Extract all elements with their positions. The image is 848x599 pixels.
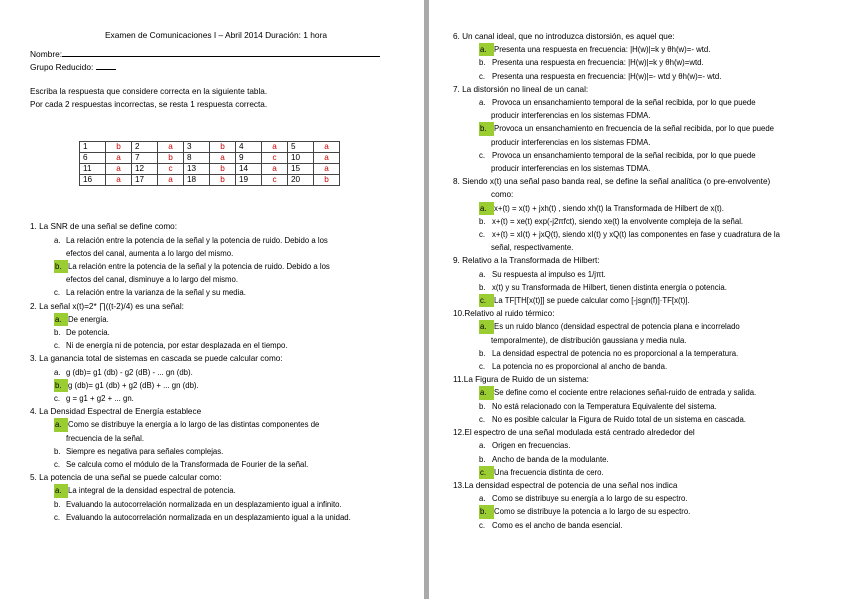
- option-text-cont: producir interferencias en los sistemas FDMA.: [491, 137, 651, 147]
- option-text-cont: producir interferencias en los sistemas TDMA.: [491, 164, 651, 174]
- option-line: [451, 492, 828, 505]
- option-letter: c.: [54, 394, 61, 404]
- option-letter: b.: [479, 348, 486, 358]
- question-number-cell: 18: [184, 175, 210, 186]
- option-text: Como se distribuye su energía a lo largo de su espectro.: [492, 494, 688, 504]
- option-line: [451, 70, 828, 83]
- instruction-1: Escriba la respuesta que considere correcta en la siguiente tabla.: [30, 87, 268, 96]
- option-line: [451, 439, 828, 452]
- option-line: [451, 43, 828, 56]
- question-text: 10.Relativo al ruido térmico:: [453, 309, 555, 319]
- option-text: Provoca un ensanchamiento temporal de la señal recibida, por lo que puede: [492, 150, 756, 160]
- answer-row: [80, 142, 340, 153]
- option-line: [30, 286, 402, 299]
- option-text: g (db)= g1 (db) + g2 (dB) + ... gn (db).: [68, 380, 199, 390]
- answer-cell: b: [158, 153, 184, 164]
- option-line: [451, 228, 828, 241]
- option-letter-highlighted: b.: [479, 122, 494, 135]
- option-letter: c.: [479, 520, 486, 530]
- question-number-cell: 9: [236, 153, 262, 164]
- option-line: [30, 234, 402, 247]
- question-text: 8. Siendo x(t) una señal paso banda real, se define la señal analítica (o pre-envolvente): [453, 177, 771, 187]
- option-text-cont: efectos del canal, aumenta a lo largo del mismo.: [66, 248, 234, 258]
- option-line: [30, 418, 402, 431]
- option-text: La relación entre la potencia de la señal y la potencia de ruido. Debido a los: [68, 262, 330, 272]
- answer-cell: c: [262, 153, 288, 164]
- question-number-cell: 7: [132, 153, 158, 164]
- question-number-cell: 1: [80, 142, 106, 153]
- option-text: Como se distribuye la potencia a lo largo de su espectro.: [494, 507, 691, 517]
- group-label: Grupo Reducido:: [30, 62, 94, 72]
- question-block: [451, 83, 828, 175]
- option-letter: a.: [54, 235, 61, 245]
- option-letter: a.: [479, 269, 486, 279]
- question-block: [451, 254, 828, 307]
- question-text: 11.La Figura de Ruido de un sistema:: [453, 375, 589, 385]
- option-text: Como se distribuye la energía a lo largo de las distintas componentes de: [68, 420, 320, 430]
- option-text: Origen en frecuencias.: [492, 441, 571, 451]
- option-line: [451, 215, 828, 228]
- option-letter: a.: [479, 441, 486, 451]
- option-letter: b.: [479, 454, 486, 464]
- option-text-cont: señal, respectivamente.: [491, 243, 574, 253]
- option-line: [30, 498, 402, 511]
- option-letter: b.: [54, 328, 61, 338]
- option-text: Ni de energía ni de potencia, por estar desplazada en el tiempo.: [66, 341, 288, 351]
- question-number-cell: 13: [184, 164, 210, 175]
- answer-cell: a: [314, 153, 340, 164]
- option-letter: c.: [479, 362, 486, 372]
- question-text: 7. La distorsión no lineal de un canal:: [453, 84, 589, 94]
- option-text: Es un ruido blanco (densidad espectral de potencia plana e incorrelado: [494, 322, 740, 332]
- answer-cell: a: [158, 142, 184, 153]
- answer-cell: a: [314, 164, 340, 175]
- option-letter: c.: [54, 288, 61, 298]
- option-line: [451, 466, 828, 479]
- option-letter-highlighted: a.: [479, 202, 494, 215]
- option-letter: c.: [479, 230, 486, 240]
- question-text: 6. Un canal ideal, que no introduzca distorsión, es aquel que:: [453, 32, 675, 41]
- option-line: [451, 505, 828, 518]
- option-line: [30, 313, 402, 326]
- option-letter: c.: [479, 71, 486, 81]
- option-line: [451, 149, 828, 162]
- option-text: Presenta una respuesta en frecuencia: |H(w)|=k y θh(w)=wtd.: [492, 58, 704, 68]
- question-text: 5. La potencia de una señal se puede calcular como:: [30, 473, 222, 483]
- option-text: De potencia.: [66, 328, 110, 338]
- option-text: Evaluando la autocorrelación normalizada en un desplazamiento igual a la unidad.: [66, 512, 351, 522]
- option-letter: b.: [54, 446, 61, 456]
- option-text: x+(t) = x(t) + jxh(t) , siendo xh(t) la Transformada de Hilbert de x(t).: [494, 203, 724, 213]
- question-number-cell: 15: [288, 164, 314, 175]
- option-letter-highlighted: a.: [479, 386, 494, 399]
- question-number-cell: 16: [80, 175, 106, 186]
- name-blank: [62, 47, 380, 57]
- question-text: 2. La señal x(t)=2* ∏((t-2)/4) es una señal:: [30, 301, 184, 311]
- option-line: [451, 56, 828, 69]
- option-text: La potencia no es proporcional al ancho de banda.: [492, 362, 668, 372]
- option-letter: c.: [54, 512, 61, 522]
- option-text: Como es el ancho de banda esencial.: [492, 520, 623, 530]
- option-text: Provoca un ensanchamiento en frecuencia de la señal recibida, por lo que puede: [494, 124, 775, 134]
- option-text: La relación entre la varianza de la señal y su media.: [66, 288, 246, 298]
- answer-cell: b: [210, 164, 236, 175]
- option-line: [30, 366, 402, 379]
- answer-cell: b: [210, 175, 236, 186]
- question-number-cell: 20: [288, 175, 314, 186]
- option-line: [30, 392, 402, 405]
- option-text: La integral de la densidad espectral de potencia.: [68, 486, 236, 496]
- option-text-cont: producir interferencias en los sistemas FDMA.: [491, 111, 651, 121]
- option-line: [451, 320, 828, 333]
- option-line: [451, 202, 828, 215]
- option-letter: b.: [54, 499, 61, 509]
- answer-table: [79, 141, 340, 186]
- answer-cell: b: [106, 142, 132, 153]
- option-line: [30, 326, 402, 339]
- option-text: Se define como el cociente entre relaciones señal-ruido de entrada y salida.: [494, 388, 757, 398]
- option-line: [451, 400, 828, 413]
- option-text: Su respuesta al impulso es 1/jπt.: [492, 269, 606, 279]
- option-line: [30, 445, 402, 458]
- option-line: [451, 360, 828, 373]
- option-letter: c.: [54, 460, 61, 470]
- option-letter-highlighted: a.: [54, 418, 68, 431]
- option-letter: c.: [479, 414, 486, 424]
- option-letter-highlighted: b.: [479, 505, 494, 518]
- answer-cell: a: [106, 164, 132, 175]
- option-line: [451, 453, 828, 466]
- option-text: La densidad espectral de potencia no es proporcional a la temperatura.: [492, 348, 739, 358]
- question-number-cell: 5: [288, 142, 314, 153]
- option-text: La TF[TH[x(t)]] se puede calcular como [-jsgn(f)]·TF[x(t)].: [494, 296, 690, 306]
- option-text: Ancho de banda de la modulante.: [492, 454, 609, 464]
- option-line: [30, 339, 402, 352]
- option-text: g = g1 + g2 + ... gn.: [66, 394, 134, 404]
- option-letter-highlighted: c.: [479, 294, 494, 307]
- question-number-cell: 2: [132, 142, 158, 153]
- answer-cell: c: [262, 175, 288, 186]
- option-text: De energía.: [68, 314, 109, 324]
- left-questions: [30, 220, 402, 524]
- option-line: [451, 281, 828, 294]
- option-text: La relación entre la potencia de la señal y la potencia de ruido. Debido a los: [66, 235, 328, 245]
- question-text: 9. Relativo a la Transformada de Hilbert:: [453, 256, 600, 266]
- question-block: [30, 471, 402, 524]
- option-text-cont: frecuencia de la señal.: [66, 433, 145, 443]
- option-line: [451, 268, 828, 281]
- exam-title: Examen de Comunicaciones I – Abril 2014 Duración: 1 hora: [104, 30, 328, 40]
- option-letter: c.: [479, 150, 486, 160]
- option-letter-highlighted: a.: [54, 313, 68, 326]
- instruction-2: Por cada 2 respuestas incorrectas, se resta 1 respuesta correcta.: [30, 100, 268, 110]
- question-block: [30, 352, 402, 405]
- question-block: [451, 426, 828, 479]
- question-text: 4. La Densidad Espectral de Energía establece: [30, 407, 202, 417]
- option-line: [451, 294, 828, 307]
- answer-cell: a: [314, 142, 340, 153]
- question-text: 1. La SNR de una señal se define como:: [30, 222, 178, 232]
- answer-cell: a: [262, 164, 288, 175]
- option-text: Presenta una respuesta en frecuencia: |H(w)|=k y θh(w)=- wtd.: [494, 45, 711, 55]
- question-number-cell: 6: [80, 153, 106, 164]
- answer-cell: a: [210, 153, 236, 164]
- option-letter: a.: [479, 98, 486, 108]
- option-text: No está relacionado con la Temperatura Equivalente del sistema.: [492, 401, 717, 411]
- option-line: [30, 458, 402, 471]
- option-text: Provoca un ensanchamiento temporal de la señal recibida, por lo que puede: [492, 98, 756, 108]
- option-text: Una frecuencia distinta de cero.: [494, 467, 604, 477]
- question-block: [451, 307, 828, 373]
- question-number-cell: 17: [132, 175, 158, 186]
- option-letter-highlighted: c.: [479, 466, 494, 479]
- question-number-cell: 14: [236, 164, 262, 175]
- group-line: [30, 60, 402, 73]
- answer-cell: a: [158, 175, 184, 186]
- question-number-cell: 3: [184, 142, 210, 153]
- answer-cell: a: [106, 153, 132, 164]
- option-text: No es posible calcular la Figura de Ruido total de un sistema en cascada.: [492, 414, 746, 424]
- answer-cell: b: [314, 175, 340, 186]
- answer-row: [80, 164, 340, 175]
- question-number-cell: 19: [236, 175, 262, 186]
- answer-cell: a: [106, 175, 132, 186]
- question-number-cell: 12: [132, 164, 158, 175]
- name-line: [30, 47, 402, 60]
- option-text: Siempre es negativa para señales complejas.: [66, 446, 224, 456]
- option-letter-highlighted: a.: [479, 320, 494, 333]
- option-letter-highlighted: b.: [54, 379, 68, 392]
- option-line: [451, 347, 828, 360]
- option-line: [451, 519, 828, 532]
- option-line: [30, 511, 402, 524]
- question-block: [451, 30, 828, 83]
- option-letter: b.: [479, 401, 486, 411]
- answer-row: [80, 175, 340, 186]
- question-number-cell: 4: [236, 142, 262, 153]
- answer-cell: c: [158, 164, 184, 175]
- option-text: x+(t) = xe(t) exp(-j2πfct), siendo xe(t) la envolvente compleja de la señal.: [492, 216, 744, 226]
- option-text-cont: temporalmente), de distribución gaussiana y media nula.: [491, 335, 687, 345]
- right-questions: [451, 30, 828, 532]
- option-line: [30, 260, 402, 273]
- option-text: x(t) y su Transformada de Hilbert, tienen distinta energía o potencia.: [492, 282, 727, 292]
- option-line: [451, 386, 828, 399]
- option-text: x+(t) = xI(t) + jxQ(t), siendo xI(t) y xQ(t) las componentes en fase y cuadratura de la: [492, 230, 780, 240]
- question-block: [30, 405, 402, 471]
- answer-cell: b: [210, 142, 236, 153]
- question-number-cell: 10: [288, 153, 314, 164]
- option-line: [30, 484, 402, 497]
- question-block: [30, 300, 402, 353]
- option-text: Presenta una respuesta en frecuencia: |H(w)|=- wtd y θh(w)=- wtd.: [492, 71, 722, 81]
- question-block: [30, 220, 402, 299]
- answer-row: [80, 153, 340, 164]
- answer-cell: a: [262, 142, 288, 153]
- question-number-cell: 8: [184, 153, 210, 164]
- question-block: [451, 479, 828, 532]
- option-text: Se calcula como el módulo de la Transformada de Fourier de la señal.: [66, 460, 309, 470]
- group-blank: [96, 60, 116, 70]
- option-line: [451, 96, 828, 109]
- option-text-cont: efectos del canal, disminuye a lo largo del mismo.: [66, 275, 239, 285]
- question-text-cont: como:: [491, 190, 514, 200]
- name-label: Nombre:: [30, 49, 63, 59]
- option-letter: c.: [54, 341, 61, 351]
- option-text: Evaluando la autocorrelación normalizada en un desplazamiento igual a infinito.: [66, 499, 342, 509]
- document-page-right: [429, 0, 848, 599]
- option-letter-highlighted: a.: [479, 43, 494, 56]
- option-line: [451, 413, 828, 426]
- option-letter: a.: [479, 494, 486, 504]
- option-letter: b.: [479, 282, 486, 292]
- option-line: [30, 379, 402, 392]
- option-letter: a.: [54, 367, 61, 377]
- option-line: [451, 122, 828, 135]
- option-letter: b.: [479, 58, 486, 68]
- option-text: g (db)= g1 (db) - g2 (dB) - ... gn (db).: [66, 367, 193, 377]
- option-letter: b.: [479, 216, 486, 226]
- question-text: 12.El espectro de una señal modulada está centrado alrededor del: [453, 428, 695, 438]
- question-block: [451, 373, 828, 426]
- option-letter-highlighted: b.: [54, 260, 68, 273]
- question-text: 13.La densidad espectral de potencia de una señal nos indica: [453, 480, 678, 490]
- question-block: [451, 175, 828, 254]
- question-text: 3. La ganancia total de sistemas en cascada se puede calcular como:: [30, 354, 283, 364]
- question-number-cell: 11: [80, 164, 106, 175]
- option-letter-highlighted: a.: [54, 484, 68, 497]
